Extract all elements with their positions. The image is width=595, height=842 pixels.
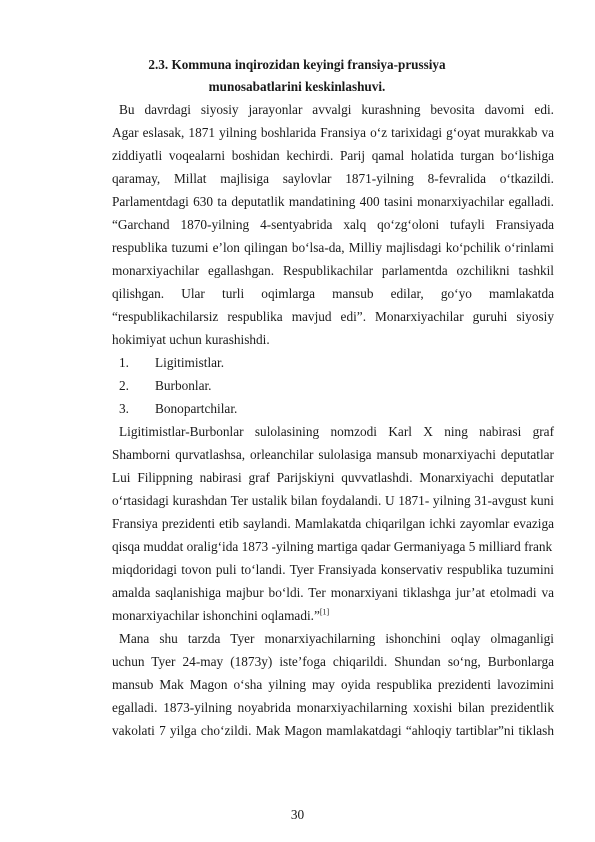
paragraph-line: Fransiya prezidenti etib saylandi. Mamlakatda chiqarilgan ichki zayomlar evaziga [112, 516, 554, 531]
paragraph-line: monarxiyachilar egallashgan. Respublikachilar parlamentda ozchilikni tashkil [112, 263, 554, 278]
paragraph-line: o‘rtasidagi kurashdan Ter ustalik bilan foydalandi. U 1871- yilning 31-avgust kuni [112, 493, 554, 508]
list-item-number: 1. [119, 355, 129, 370]
page-number: 30 [290, 807, 305, 822]
paragraph-line: Bu davrdagi siyosiy jarayonlar avvalgi kurashning bevosita davomi edi. [119, 102, 554, 117]
paragraph-line: miqdoridagi tovon puli to‘landi. Tyer Fransiyada konservativ respublika tuzumini [112, 562, 554, 577]
paragraph-line: Lui Filippning nabirasi graf Parijskiyni quvvatlashdi. Monarxiyachi deputatlar [112, 470, 554, 485]
paragraph-line: mansub Mak Magon o‘sha yilning may oyida respublika prezidenti lavozimini [112, 677, 554, 692]
list-item-text: Ligitimistlar. [155, 355, 225, 370]
paragraph-line: Ligitimistlar-Burbonlar sulolasining nomzodi Karl X ning nabirasi graf [119, 424, 554, 439]
list-item-text: Burbonlar. [155, 378, 212, 393]
paragraph-line: ziddiyatli voqealarni boshidan kechirdi. Parij qamal holatida turgan bo‘lishiga [112, 148, 554, 163]
paragraph-line: amalda saqlanishiga majbur bo‘ldi. Ter monarxiyani tiklashga jur’at etolmadi va [112, 585, 554, 600]
section-heading-line-1: 2.3. Kommuna inqirozidan keyingi fransiya-prussiya [148, 57, 446, 72]
paragraph-line: egalladi. 1873-yilning noyabrida monarxiyachilarning xoxishi bilan prezidentlik [112, 700, 554, 715]
paragraph-line: Agar eslasak, 1871 yilning boshlarida Fransiya o‘z tarixidagi g‘oyat murakkab va [112, 125, 554, 140]
paragraph-line: Mana shu tarzda Tyer monarxiyachilarning ishonchini oqlay olmaganligi [119, 631, 554, 646]
paragraph-line [112, 605, 554, 627]
paragraph-line: Shamborni qurvatlashsa, orleanchilar sulolasiga mansub monarxiyachi deputatlar [112, 447, 554, 462]
paragraph-line: Parlamentdagi 630 ta deputatlik mandatining 400 tasini monarxiyachilar egalladi. [112, 194, 554, 209]
paragraph-line: hokimiyat uchun kurashishdi. [112, 332, 270, 347]
paragraph-line: uchun Tyer 24-may (1873y) iste’foga chiqarildi. Shundan so‘ng, Burbonlarga [112, 654, 554, 669]
list-item-number: 3. [119, 401, 129, 416]
paragraph-line: qaramay, Millat majlisiga saylovlar 1871-yilning 8-fevralida o‘tkazildi. [112, 171, 554, 186]
section-heading-line-2: munosabatlarini keskinlashuvi. [208, 79, 386, 94]
list-item-number: 2. [119, 378, 129, 393]
paragraph-line: “respublikachilarsiz respublika mavjud edi”. Monarxiyachilar guruhi siyosiy [112, 309, 554, 324]
paragraph-line-text: monarxiyachilar ishonchini oqlamadi.” [112, 608, 320, 623]
paragraph-line: qisqa muddat oralig‘ida 1873 -yilning martiga qadar Germaniyaga 5 milliard frank [112, 539, 553, 554]
list-item-text: Bonopartchilar. [155, 401, 238, 416]
paragraph-line: respublika tuzumi e’lon qilingan bo‘lsa-da, Milliy majlisdagi ko‘pchilik o‘rinlami [112, 240, 554, 255]
paragraph-line: qilishgan. Ular turli oqimlarga mansub edilar, go‘yo mamlakatda [112, 286, 554, 301]
paragraph-line: “Garchand 1870-yilning 4-sentyabrida xalq qo‘zg‘oloni tufayli Fransiyada [112, 217, 554, 232]
paragraph-line: vakolati 7 yilga cho‘zildi. Mak Magon mamlakatdagi “ahloqiy tartiblar”ni tiklash [112, 723, 554, 738]
footnote-reference[interactable]: [1] [319, 607, 330, 617]
